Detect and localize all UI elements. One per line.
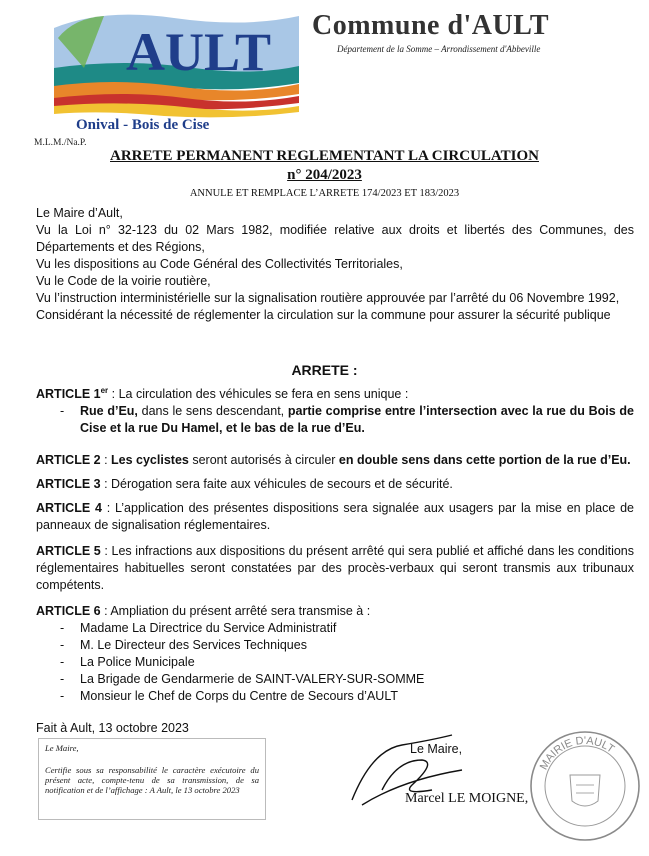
svg-text:MAIRIE D'AULT — [538, 735, 617, 772]
article-3: ARTICLE 3 : Dérogation sera faite aux véhicules de secours et de sécurité. — [36, 477, 453, 491]
recipient-item: - La Brigade de Gendarmerie de SAINT-VALERY-SUR-SOMME — [60, 672, 425, 686]
arrete-number: n° 204/2023 — [287, 167, 362, 183]
article-label: ARTICLE 6 — [36, 604, 101, 618]
ault-logo — [44, 8, 302, 130]
preamble — [36, 205, 634, 324]
certification-maire: Le Maire, — [45, 743, 79, 753]
commune-title: Commune d'AULT — [312, 10, 550, 41]
logo-word: AULT — [126, 22, 272, 82]
preamble-line: Vu les dispositions au Code Général des Collectivités Territoriales, — [36, 257, 403, 271]
arrete-heading: ARRETE : — [291, 362, 358, 378]
annule-line: ANNULE ET REMPLACE L’ARRETE 174/2023 ET 183/2023 — [189, 188, 460, 199]
article-2: ARTICLE 2 : Les cyclistes seront autorisés à circuler en double sens dans cette portion de la rue d’Eu. — [36, 453, 631, 467]
recipient-item: - La Police Municipale — [60, 655, 195, 669]
article-label: ARTICLE 2 — [36, 453, 101, 467]
list-item: - Rue d’Eu, dans le sens descendant, partie comprise entre l’intersection avec la rue du Bois de Cise et la rue Du Hamel, et le bas de la rue d’Eu. — [60, 404, 634, 436]
preamble-line: Vu la Loi n° 32-123 du 02 Mars 1982, modifiée relative aux droits et libertés des Communes, des Départements et des Régions, — [36, 223, 634, 254]
recipient-item: - M. Le Directeur des Services Techniques — [60, 638, 307, 652]
stamp-text: MAIRIE D'AULT — [537, 734, 617, 772]
article-1 — [36, 382, 634, 437]
article-5: ARTICLE 5 : Les infractions aux dispositions du présent arrêté qui sera publié et affiché dans les conditions réglementaires habituelles seront constatées par des procès-verbaux qui seront transmis aux tribunaux compétents. — [36, 544, 635, 592]
preamble-line: Considérant la nécessité de réglementer la circulation sur la commune pour assurer la sécurité publique — [36, 308, 611, 322]
certification-box — [38, 738, 266, 820]
mairie-stamp — [526, 727, 644, 845]
preamble-line: Le Maire d’Ault, — [36, 206, 123, 220]
certification-text: Certifie sous sa responsabilité le caractère exécutoire du présent acte, compte-tenu de sa transmission, de sa notification et de l’affichage : A Ault, le 13 octobre 2023 — [45, 765, 259, 795]
department-line: Département de la Somme – Arrondissement d'Abbeville — [337, 44, 541, 54]
article-6: ARTICLE 6 : Ampliation du présent arrêté sera transmise à : - Madame La Directrice du Service Administratif - M. Le Directeur des Services Techniques - La Police Municipale - La Brigade de Gendarmerie de SAINT-VALERY-SUR-SOMME - Monsieur le Chef de Corps du Centre de Secours d’AULT — [36, 603, 634, 705]
article-4: ARTICLE 4 : L’application des présentes dispositions sera signalée aux usagers par la mise en place de panneaux de signalisation réglementaires. — [36, 501, 634, 532]
article-label: ARTICLE 1er — [36, 386, 109, 402]
article-label: ARTICLE 4 — [36, 501, 102, 515]
signature-title: Le Maire, — [410, 742, 463, 756]
preamble-line: Vu l’instruction interministérielle sur la signalisation routière approuvée par l’arrêté du 06 Novembre 1992, — [36, 291, 620, 305]
article-label: ARTICLE 5 — [36, 544, 101, 558]
article-label: ARTICLE 3 — [36, 477, 101, 491]
fait-a: Fait à Ault, 13 octobre 2023 — [36, 721, 189, 735]
recipient-item: - Madame La Directrice du Service Administratif — [60, 621, 337, 635]
recipient-item: - Monsieur le Chef de Corps du Centre de Secours d’AULT — [60, 689, 398, 703]
logo-subtitle: Onival - Bois de Cise — [76, 117, 210, 130]
reference: M.L.M./Na.P. — [34, 138, 87, 148]
preamble-line: Vu le Code de la voirie routière, — [36, 274, 211, 288]
signature-name: Marcel LE MOIGNE, — [405, 791, 529, 806]
article-text: : La circulation des véhicules se fera en sens unique : — [108, 387, 409, 402]
arrete-title: ARRETE PERMANENT REGLEMENTANT LA CIRCULATION — [110, 148, 539, 164]
